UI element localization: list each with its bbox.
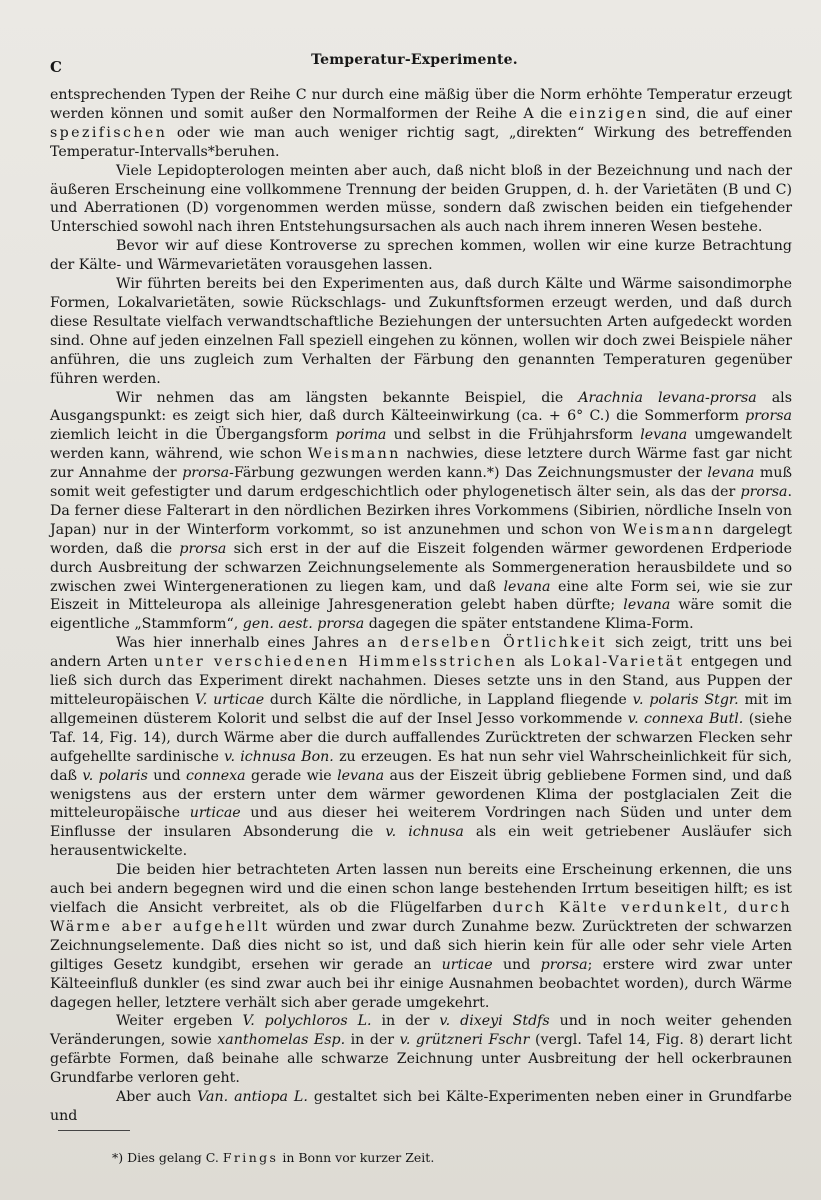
text-run: (vergl. Tafel 14, Fig. 8) derart licht gefärbte Formen, daß beinahe alle schwarze Zeichnung unter Ausbreitung der hell ockerbraunen Grundfarbe verloren geht. <box>50 1032 793 1087</box>
italic-term: Van. antiopa L. <box>197 1089 308 1106</box>
italic-term: prorsa <box>179 540 227 557</box>
spaced-emphasis: spezifischen <box>50 124 168 141</box>
text-run: sich zeigt, tritt uns bei andern Arten <box>50 635 792 671</box>
italic-term: urticae <box>441 956 493 973</box>
italic-term: levana <box>707 465 755 482</box>
running-head <box>48 48 781 76</box>
spaced-emphasis: Lokal-Varietät <box>550 654 685 671</box>
text-run: Wir führten bereits bei den Experimenten aus, daß durch Kälte und Wärme saisondimorphe Formen, Lokalvarietäten, sowie Rückschlags- und Zukunftsformen erzeugt werden, und daß durch diese Resultate vielfach verwandtschaftliche Beziehungen der untersuchten Arten aufgedeckt worden sind. Ohne auf jeden einzelnen Fall speziell eingehen zu können, wollen wir doch zwei Beispiele näher anführen, die uns zugleich zum Verhalten der Färbung den genannten Temperaturen gegenüber führen werden. <box>50 276 792 387</box>
text-run: dargelegt worden, daß die <box>50 521 792 557</box>
text-run: und <box>492 956 541 973</box>
text-run: sind, die auf einer <box>648 105 792 122</box>
italic-term: xanthomelas Esp. <box>217 1032 346 1049</box>
text-run: gerade wie <box>245 767 338 784</box>
text-run: als <box>517 654 551 671</box>
italic-term: connexa <box>186 767 246 784</box>
paragraph <box>50 1012 792 1088</box>
text-run: in Bonn vor kurzer Zeit. <box>278 1150 435 1165</box>
text-run: wäre somit die eigentliche „Stammform“, <box>50 597 792 633</box>
text-run: entsprechenden Typen der Reihe C nur durch eine mäßig über die Norm erhöhte Temperatur erzeugt werden können und somit außer den Normalformen der Reihe A die <box>50 87 792 122</box>
text-run: umgewandelt werden kann, während, wie schon <box>50 427 792 463</box>
text-run: Aber auch <box>116 1089 198 1106</box>
paragraph <box>50 275 792 388</box>
text-run: . Da ferner diese Falterart in den nördlichen Bezirken ihres Vorkommens (Sibirien, nördliche Inseln von Japan) nur in der Winterform vorkommt, so ist anzunehmen und schon von <box>50 484 792 538</box>
italic-term: v. polaris <box>82 767 148 784</box>
text-run: Weiter ergeben <box>116 1013 243 1030</box>
text-run: und <box>147 767 186 784</box>
italic-term: prorsa <box>745 408 792 425</box>
paragraph <box>50 86 792 162</box>
paragraph <box>50 1088 792 1126</box>
text-run: dagegen die später entstandene Klima-Form. <box>364 616 694 633</box>
text-run: Wir nehmen das am längsten bekannte Beispiel, die <box>116 389 579 406</box>
spaced-emphasis: einzigen <box>568 105 649 122</box>
italic-term: levana <box>503 578 551 595</box>
page-letter: C <box>50 58 62 76</box>
text-run: zu erzeugen. Es hat nun sehr viel Wahrscheinlichkeit für sich, daß <box>50 748 792 784</box>
italic-term: levana <box>640 427 688 444</box>
text-run: und in noch weiter gehenden Veränderungen, sowie <box>50 1013 793 1049</box>
text-run: ziemlich leicht in die Übergangsform <box>50 427 336 444</box>
spaced-emphasis: Frings <box>222 1150 279 1165</box>
text-run: Die beiden hier betrachteten Arten lassen nun bereits eine Erscheinung erkennen, die uns auch bei andern begegnen wird und die einen schon lange bestehenden Irrtum beseitigen hilft; es ist vielfach die Ansicht verbreitet, als ob die Flügelfarben <box>50 862 792 916</box>
text-run: in der <box>371 1013 440 1030</box>
text-run: , <box>723 899 738 916</box>
spaced-emphasis: Weismann <box>622 521 716 538</box>
italic-term: Arachnia levana-prorsa <box>578 389 757 406</box>
text-run: sich erst in der auf die Eiszeit folgenden wärmer gewordenen Erdperiode durch Ausbreitung der schwarzen Zeichnungselemente als Sommergeneration herausbildete und so zwischen zwei Wintergenerationen zu liegen kam, und daß <box>50 540 793 595</box>
text-run: gestaltet sich bei Kälte-Experimenten neben einer in Grundfarbe und <box>50 1089 792 1124</box>
italic-term: porima <box>335 427 387 444</box>
italic-term: gen. aest. prorsa <box>242 616 365 633</box>
spaced-emphasis: durch Wärme aber aufgehellt <box>50 899 792 935</box>
text-run: als Ausgangspunkt: es zeigt sich hier, daß durch Kälteeinwirkung (ca. + 6° C.) die Sommerform <box>50 389 792 425</box>
italic-term: v. grützneri Fschr <box>399 1032 530 1049</box>
text-run: oder wie man auch weniger richtig sagt, „direkten“ Wirkung des betreffenden Temperatur-Intervalls*beruhen. <box>50 124 792 160</box>
paragraph <box>50 861 792 1012</box>
text-run: entgegen und ließ sich durch das Experiment direkt nachahmen. Dieses setzte uns in den Stand, aus Puppen der mitteleuropäischen <box>50 654 793 708</box>
text-run: würden und zwar durch Zunahme bezw. Zurücktreten der schwarzen Zeichnungselemente. Daß dies nicht so ist, und daß sich hierin kein für alle oder sehr viele Arten giltiges Gesetz kundgibt, ersehen wir gerade an <box>50 918 792 973</box>
paragraph <box>50 634 792 861</box>
italic-term: V. urticae <box>195 692 265 708</box>
italic-term: v. polaris Stgr. <box>632 692 739 708</box>
body-text <box>50 86 792 1126</box>
text-run: Was hier innerhalb eines Jahres <box>116 635 368 652</box>
paragraph <box>50 237 792 275</box>
italic-term: v. ichnusa <box>385 824 464 841</box>
text-run: eine alte Form sei, wie sie zur Eiszeit in Mitteleuropa als alleinige Jahresgeneration gelebt haben dürfte; <box>50 578 792 614</box>
italic-term: levana <box>337 767 385 784</box>
text-run: aus der Eiszeit übrig gebliebene Formen sind, und daß wenigstens aus der erstern unter dem wärmer gewordenen Klima der postglacialen Zeit die mitteleuropäische <box>50 767 792 822</box>
text-run: *) Dies gelang C. <box>112 1150 223 1165</box>
text-run: mit im allgemeinen düsterem Kolorit und selbst die auf der Insel Jesso vorkommende <box>50 692 793 727</box>
text-run: ; erstere wird zwar unter Kälteeinfluß dunkler (es sind zwar auch bei ihr einige Ausnahmen beobachtet worden), durch Wärme dagegen heller, letztere verhält sich aber gerade umgekehrt. <box>50 956 792 1011</box>
italic-term: levana <box>623 597 671 614</box>
italic-term: prorsa <box>740 484 788 501</box>
spaced-emphasis: an derselben Örtlichkeit <box>367 635 607 652</box>
italic-term: v. ichnusa Bon. <box>224 748 334 765</box>
text-run: und aus dieser hei weiterem Vordringen nach Süden und unter dem Einflusse der insularen Absonderung die <box>50 805 792 841</box>
spaced-emphasis: Weismann <box>307 446 401 463</box>
italic-term: v. connexa Butl. <box>627 710 744 727</box>
spaced-emphasis: durch Kälte verdunkelt <box>492 899 724 916</box>
text-run: Bevor wir auf diese Kontroverse zu sprechen kommen, wollen wir eine kurze Betrachtung der Kälte- und Wärmevarietäten vorausgehen lassen. <box>50 238 792 274</box>
italic-term: V. polychloros L. <box>242 1013 372 1030</box>
footnote-rule <box>58 1130 130 1131</box>
text-run: Viele Lepidopterologen meinten aber auch, daß nicht bloß in der Bezeichnung und nach der äußeren Erscheinung eine vollkommene Trennung der beiden Gruppen, d. h. der Varietäten (B und C) und Aberrationen (D) vorgenommen werden müsse, sondern daß zwischen beiden ein tiefgehender Unterschied sowohl nach ihren Entstehungsursachen als auch nach ihrem inneren Wesen bestehe. <box>50 162 792 236</box>
text-run: muß somit weit gefestigter und darum erdgeschichtlich oder phylogenetisch älter sein, als das der <box>50 465 793 501</box>
italic-term: v. dixeyi Stdfs <box>439 1013 550 1030</box>
paragraph <box>50 162 792 238</box>
footnote <box>112 1150 781 1166</box>
text-run: als ein weit getriebener Ausläufer sich herausentwickelte. <box>50 824 792 860</box>
spaced-emphasis: unter verschiedenen Himmelsstrichen <box>154 654 518 671</box>
text-run: nachwies, diese letztere durch Wärme fast gar nicht zur Annahme der <box>50 446 792 482</box>
italic-term: prorsa <box>540 956 588 973</box>
text-run: (siehe Taf. 14, Fig. 14), durch Wärme aber die durch auffallendes Zurücktreten der schwarzen Flecken sehr aufgehellte sardinische <box>50 710 793 765</box>
text-run: durch Kälte die nördliche, in Lappland fliegende <box>264 692 633 708</box>
text-run: und selbst in die Frühjahrsform <box>386 427 641 444</box>
italic-term: urticae <box>189 805 241 822</box>
text-run: -Färbung gezwungen werden kann.*) Das Zeichnungsmuster der <box>229 465 708 482</box>
paragraph <box>50 389 792 635</box>
text-run: in der <box>345 1032 400 1049</box>
page-title: Temperatur-Experimente. <box>311 52 518 68</box>
italic-term: prorsa <box>182 465 230 482</box>
